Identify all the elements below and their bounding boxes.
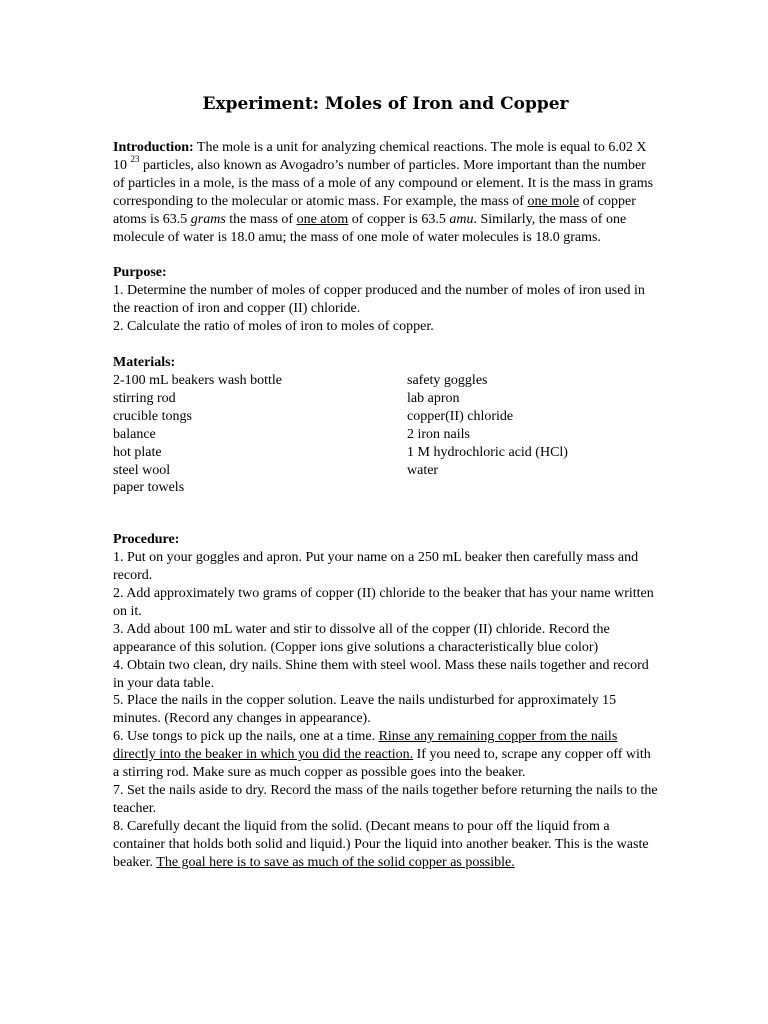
materials-column-right	[407, 372, 658, 497]
procedure-step	[113, 728, 658, 782]
material-item: water	[407, 462, 439, 478]
procedure-section	[113, 531, 658, 871]
underlined-text: one atom	[296, 211, 349, 227]
procedure-step: 4. Obtain two clean, dry nails. Shine them with steel wool. Mass these nails together and record in your data table.	[113, 657, 649, 691]
introduction-label: Introduction:	[113, 140, 194, 155]
underlined-text: The goal here is to save as much of the solid copper as possible.	[156, 854, 515, 870]
italic-text: amu	[449, 211, 474, 227]
materials-list	[113, 372, 658, 497]
material-item: stirring rod	[113, 390, 176, 406]
page-title: Experiment: Moles of Iron and Copper	[202, 94, 569, 114]
procedure-step: 7. Set the nails aside to dry. Record the mass of the nails together before returning the nails to the teacher.	[113, 783, 658, 816]
procedure-text: 8. Carefully decant the liquid from the solid. (Decant means to pour off the liquid from a container that holds both solid and liquid.) Pour the liquid into another beaker. This is the waste beaker.	[113, 818, 649, 870]
procedure-step: 3. Add about 100 mL water and stir to dissolve all of the copper (II) chloride. Record the appearance of this solution. (Copper ions give solutions a characteristically blue color)	[113, 621, 610, 655]
material-item: hot plate	[113, 444, 162, 460]
introduction-text: particles, also known as Avogadro’s number of particles. More important than the number of particles in a mole, is the mass of a mole of any compound or element. It is the mass in grams corresponding to the molecular or atomic mass. For example, the mass of	[113, 157, 654, 209]
underlined-text: Rinse any remaining copper from the nails directly into the beaker in which you did the reaction.	[113, 729, 618, 763]
materials-column-left	[113, 372, 407, 497]
introduction-text: of copper atoms is 63.5	[113, 193, 636, 227]
italic-text: grams	[190, 211, 226, 227]
material-item: paper towels	[113, 480, 185, 496]
material-item: lab apron	[407, 390, 460, 406]
underlined-text: one mole	[527, 193, 580, 209]
material-item: 2-100 mL beakers wash bottle	[113, 372, 282, 388]
exponent: 23	[130, 153, 140, 164]
introduction-text: . Similarly, the mass of one molecule of water is 18.0 amu; the mass of one mole of water molecules is 18.0 grams.	[113, 211, 627, 245]
purpose-section	[113, 264, 658, 336]
material-item: 1 M hydrochloric acid (HCl)	[407, 444, 568, 460]
procedure-heading: Procedure:	[113, 532, 180, 548]
materials-section	[113, 354, 658, 497]
procedure-step: 5. Place the nails in the copper solution. Leave the nails undisturbed for approximately 15 minutes. (Record any changes in appearance).	[113, 693, 617, 727]
material-item: crucible tongs	[113, 408, 192, 424]
purpose-heading: Purpose:	[113, 265, 167, 281]
document-page	[113, 93, 658, 872]
material-item: copper(II) chloride	[407, 408, 514, 424]
introduction-text: of copper is 63.5	[348, 211, 450, 227]
material-item: 2 iron nails	[407, 426, 470, 442]
material-item: balance	[113, 426, 156, 442]
material-item: safety goggles	[407, 372, 488, 388]
materials-heading: Materials:	[113, 355, 176, 371]
introduction-text: the mass of	[225, 211, 297, 227]
procedure-text: If you need to, scrape any copper off with a stirring rod. Make sure as much copper as possible goes into the beaker.	[113, 747, 651, 781]
introduction-text: The mole is a unit for analyzing chemical reactions. The mole is equal to 6.02 X 10	[113, 140, 647, 173]
material-item: steel wool	[113, 462, 171, 478]
purpose-item: 1. Determine the number of moles of copper produced and the number of moles of iron used in the reaction of iron and copper (II) chloride.	[113, 283, 645, 317]
procedure-text: 6. Use tongs to pick up the nails, one at a time.	[113, 729, 379, 745]
purpose-item: 2. Calculate the ratio of moles of iron to moles of copper.	[113, 319, 434, 335]
procedure-step: 1. Put on your goggles and apron. Put your name on a 250 mL beaker then carefully mass and record.	[113, 550, 639, 584]
procedure-step: 2. Add approximately two grams of copper (II) chloride to the beaker that has your name written on it.	[113, 586, 654, 619]
procedure-step	[113, 818, 658, 872]
introduction-paragraph	[113, 139, 658, 246]
